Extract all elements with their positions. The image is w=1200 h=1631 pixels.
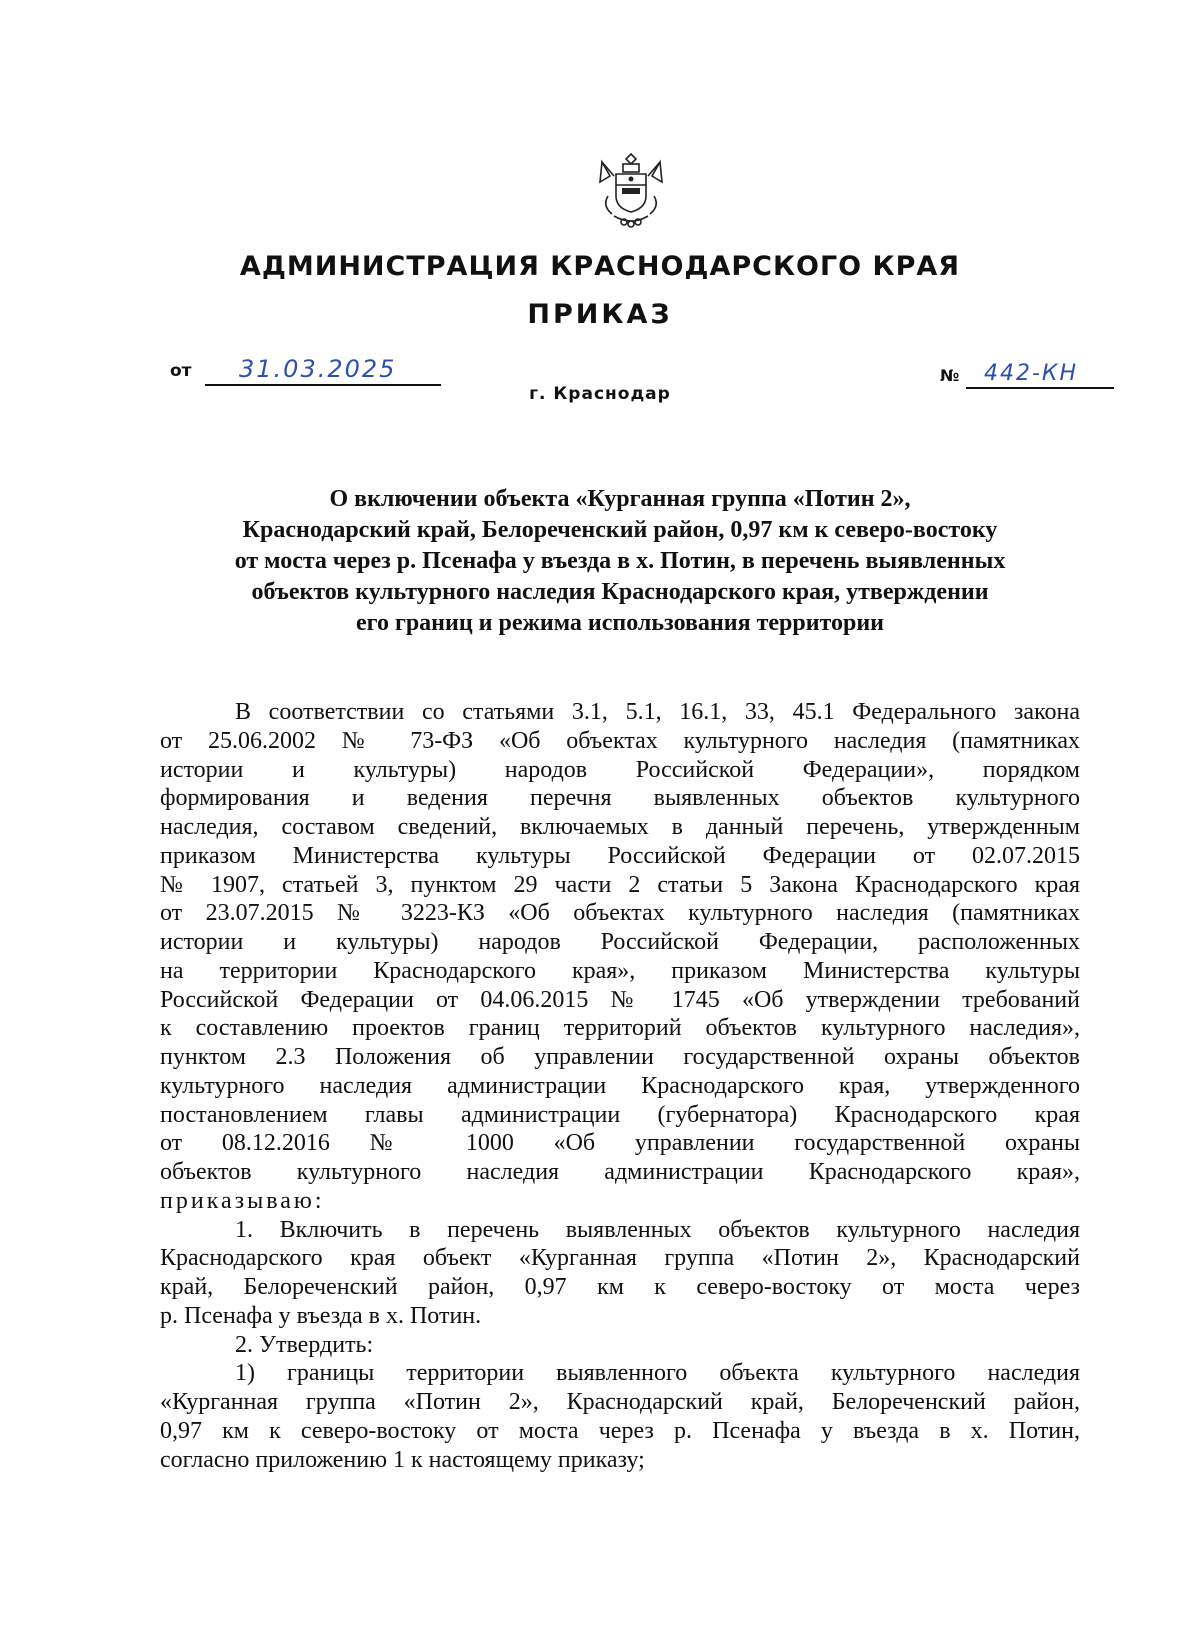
body-line: от 23.07.2015 № 3223-КЗ «Об объектах культурного наследия (памятниках <box>160 900 1080 927</box>
title-line: от моста через р. Псенафа у въезда в х. Потин, в перечень выявленных <box>234 548 1006 574</box>
krasnodar-coat-of-arms-icon <box>596 150 666 230</box>
title-line: его границ и режима использования территории <box>355 610 885 636</box>
body-line: Краснодарского края объект «Курганная группа «Потин 2», Краснодарский <box>160 1245 1080 1272</box>
body-line: 2. Утвердить: <box>235 1331 374 1358</box>
body-line: постановлением главы администрации (губернатора) Краснодарского края <box>160 1101 1080 1128</box>
body-line: 1) границы территории выявленного объекта культурного наследия <box>235 1360 1080 1387</box>
document-title <box>160 484 1080 639</box>
body-line: пунктом 2.3 Положения об управлении государственной охраны объектов <box>160 1044 1080 1070</box>
title-line: объектов культурного наследия Краснодарского края, утверждении <box>251 579 989 605</box>
body-line: приказом Министерства культуры Российской Федерации от 02.07.2015 <box>160 842 1080 869</box>
body-line: край, Белореченский район, 0,97 км к северо-востоку от моста через <box>160 1274 1080 1300</box>
body-line: 1. Включить в перечень выявленных объектов культурного наследия <box>235 1216 1080 1243</box>
date-value: 31.03.2025 <box>239 355 397 383</box>
body-line: истории и культуры) народов Российской Федерации», порядком <box>160 756 1080 783</box>
body-line: объектов культурного наследия администрации Краснодарского края», <box>160 1159 1080 1185</box>
number-label: № <box>940 366 960 385</box>
body-line: культурного наследия администрации Краснодарского края, утвержденного <box>160 1072 1080 1099</box>
body-line: от 25.06.2002 № 73-ФЗ «Об объектах культурного наследия (памятниках <box>160 727 1080 754</box>
title-line: Краснодарский край, Белореченский район, 0,97 км к северо-востоку <box>242 517 998 543</box>
body-line: р. Псенафа у въезда в х. Потин. <box>160 1302 482 1329</box>
organization-name: АДМИНИСТРАЦИЯ КРАСНОДАРСКОГО КРАЯ <box>239 251 961 282</box>
body-line: наследия, составом сведений, включаемых в данный перечень, утвержденным <box>160 814 1080 840</box>
city: г. Краснодар <box>529 384 671 404</box>
document-type: ПРИКАЗ <box>527 299 673 330</box>
document-body <box>160 698 1080 1474</box>
body-line: истории и культуры) народов Российской Федерации, расположенных <box>160 929 1080 955</box>
body-line: на территории Краснодарского края», приказом Министерства культуры <box>160 957 1080 984</box>
body-line: формирования и ведения перечня выявленных объектов культурного <box>160 785 1080 812</box>
date-label: от <box>170 361 192 381</box>
body-line: В соответствии со статьями 3.1, 5.1, 16.1, 33, 45.1 Федерального закона <box>235 699 1080 725</box>
body-line: № 1907, статьей 3, пунктом 29 части 2 статьи 5 Закона Краснодарского края <box>160 871 1080 898</box>
body-line: Российской Федерации от 04.06.2015 № 1745 «Об утверждении требований <box>160 986 1080 1013</box>
number-field <box>966 361 1114 389</box>
number-value: 442-КН <box>984 361 1079 386</box>
body-line: к составлению проектов границ территорий объектов культурного наследия», <box>160 1015 1080 1042</box>
body-line: 0,97 км к северо-востоку от моста через р. Псенафа у въезда в х. Потин, <box>160 1417 1080 1444</box>
title-line: О включении объекта «Курганная группа «Потин 2», <box>329 486 911 512</box>
date-field <box>205 356 441 386</box>
body-line: «Курганная группа «Потин 2», Краснодарский край, Белореченский район, <box>160 1389 1080 1415</box>
body-line: от 08.12.2016 № 1000 «Об управлении государственной охраны <box>160 1130 1080 1157</box>
body-line: приказываю: <box>160 1187 325 1214</box>
body-line: согласно приложению 1 к настоящему приказу; <box>160 1446 645 1473</box>
